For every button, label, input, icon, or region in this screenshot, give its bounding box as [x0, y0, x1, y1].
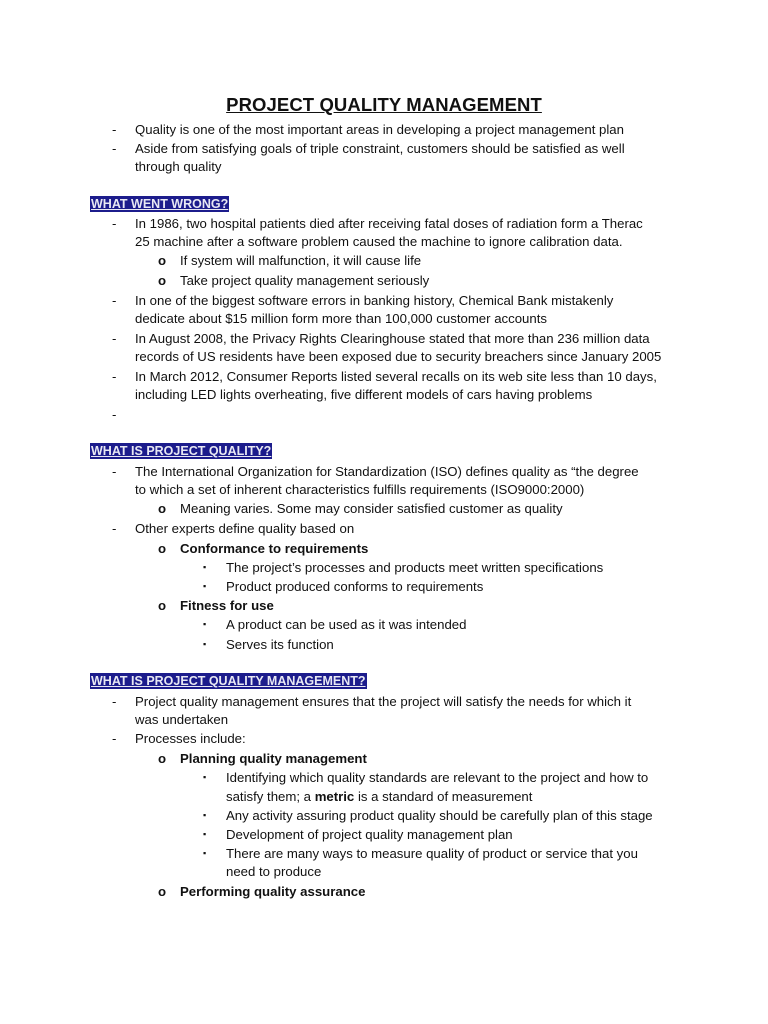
subheading-conformance: Conformance to requirements [180, 541, 369, 556]
section-heading-what-is-pqm: WHAT IS PROJECT QUALITY MANAGEMENT? [91, 674, 366, 688]
intro-line-1: Quality is one of the most important areas in developing a project management plan [135, 122, 624, 137]
section-heading-what-is-project-quality: WHAT IS PROJECT QUALITY? [91, 444, 272, 458]
text-line: The International Organization for Standardization (ISO) defines quality as “the degree [135, 464, 639, 479]
dash-bullet: - [112, 216, 117, 231]
text-line: dedicate about $15 million form more than 100,000 customer accounts [135, 311, 547, 326]
text-line: In August 2008, the Privacy Rights Clearinghouse stated that more than 236 million data [135, 331, 650, 346]
square-bullet: ▪ [203, 619, 207, 629]
text-line: In one of the biggest software errors in banking history, Chemical Bank mistakenly [135, 293, 614, 308]
text-line: In March 2012, Consumer Reports listed several recalls on its web site less than 10 days, [135, 369, 657, 384]
square-bullet: ▪ [203, 810, 207, 820]
subheading-planning: Planning quality management [180, 751, 367, 766]
square-bullet: ▪ [203, 562, 207, 572]
text-line: Serves its function [226, 637, 334, 652]
text-line: Identifying which quality standards are relevant to the project and how to [226, 770, 649, 785]
square-bullet: ▪ [203, 639, 207, 649]
text-line: Project quality management ensures that the project will satisfy the needs for which it [135, 694, 632, 709]
text-line: Other experts define quality based on [135, 521, 355, 536]
square-bullet: ▪ [203, 829, 207, 839]
text-line: If system will malfunction, it will cause life [180, 253, 422, 268]
dash-bullet: - [112, 407, 117, 422]
circle-bullet: o [158, 598, 167, 613]
text-line: Processes include: [135, 731, 246, 746]
metric-term: metric [314, 789, 355, 804]
square-bullet: ▪ [203, 848, 207, 858]
circle-bullet: o [158, 541, 167, 556]
text-line: There are many ways to measure quality of product or service that you [226, 846, 638, 861]
text-line: Meaning varies. Some may consider satisfied customer as quality [180, 501, 563, 516]
square-bullet: ▪ [203, 772, 207, 782]
text-fragment: is a standard of measurement [354, 789, 533, 804]
text-line: was undertaken [135, 712, 229, 727]
circle-bullet: o [158, 273, 167, 288]
text-line: to which a set of inherent characteristics fulfills requirements (ISO9000:2000) [135, 482, 585, 497]
dash-bullet: - [112, 331, 117, 346]
text-line: including LED lights overheating, five different models of cars having problems [135, 387, 593, 402]
circle-bullet: o [158, 501, 167, 516]
dash-bullet: - [112, 694, 117, 709]
dash-bullet: - [112, 141, 117, 156]
dash-bullet: - [112, 521, 117, 536]
text-line: Product produced conforms to requirements [226, 579, 484, 594]
text-line: Take project quality management seriously [180, 273, 430, 288]
text-line: The project’s processes and products meet written specifications [226, 560, 604, 575]
intro-line-3: through quality [135, 159, 222, 174]
text-line: Any activity assuring product quality should be carefully plan of this stage [226, 808, 653, 823]
square-bullet: ▪ [203, 581, 207, 591]
dash-bullet: - [112, 122, 117, 137]
text-line: Development of project quality management plan [226, 827, 513, 842]
intro-line-2: Aside from satisfying goals of triple constraint, customers should be satisfied as well [135, 141, 625, 156]
text-line: need to produce [226, 864, 322, 879]
text-line [226, 787, 532, 806]
page-title: PROJECT QUALITY MANAGEMENT [226, 94, 542, 115]
circle-bullet: o [158, 884, 167, 899]
text-line: In 1986, two hospital patients died after receiving fatal doses of radiation form a Therac [135, 216, 643, 231]
text-line: 25 machine after a software problem caused the machine to ignore calibration data. [135, 234, 623, 249]
text-line: records of US residents have been exposed due to security breachers since January 2005 [135, 349, 662, 364]
dash-bullet: - [112, 369, 117, 384]
text-fragment: satisfy them; a [226, 789, 315, 804]
subheading-assurance: Performing quality assurance [180, 884, 366, 899]
subheading-fitness: Fitness for use [180, 598, 274, 613]
circle-bullet: o [158, 253, 167, 268]
dash-bullet: - [112, 731, 117, 746]
section-heading-what-went-wrong: WHAT WENT WRONG? [91, 197, 229, 211]
text-line: A product can be used as it was intended [226, 617, 467, 632]
dash-bullet: - [112, 464, 117, 479]
dash-bullet: - [112, 293, 117, 308]
circle-bullet: o [158, 751, 167, 766]
